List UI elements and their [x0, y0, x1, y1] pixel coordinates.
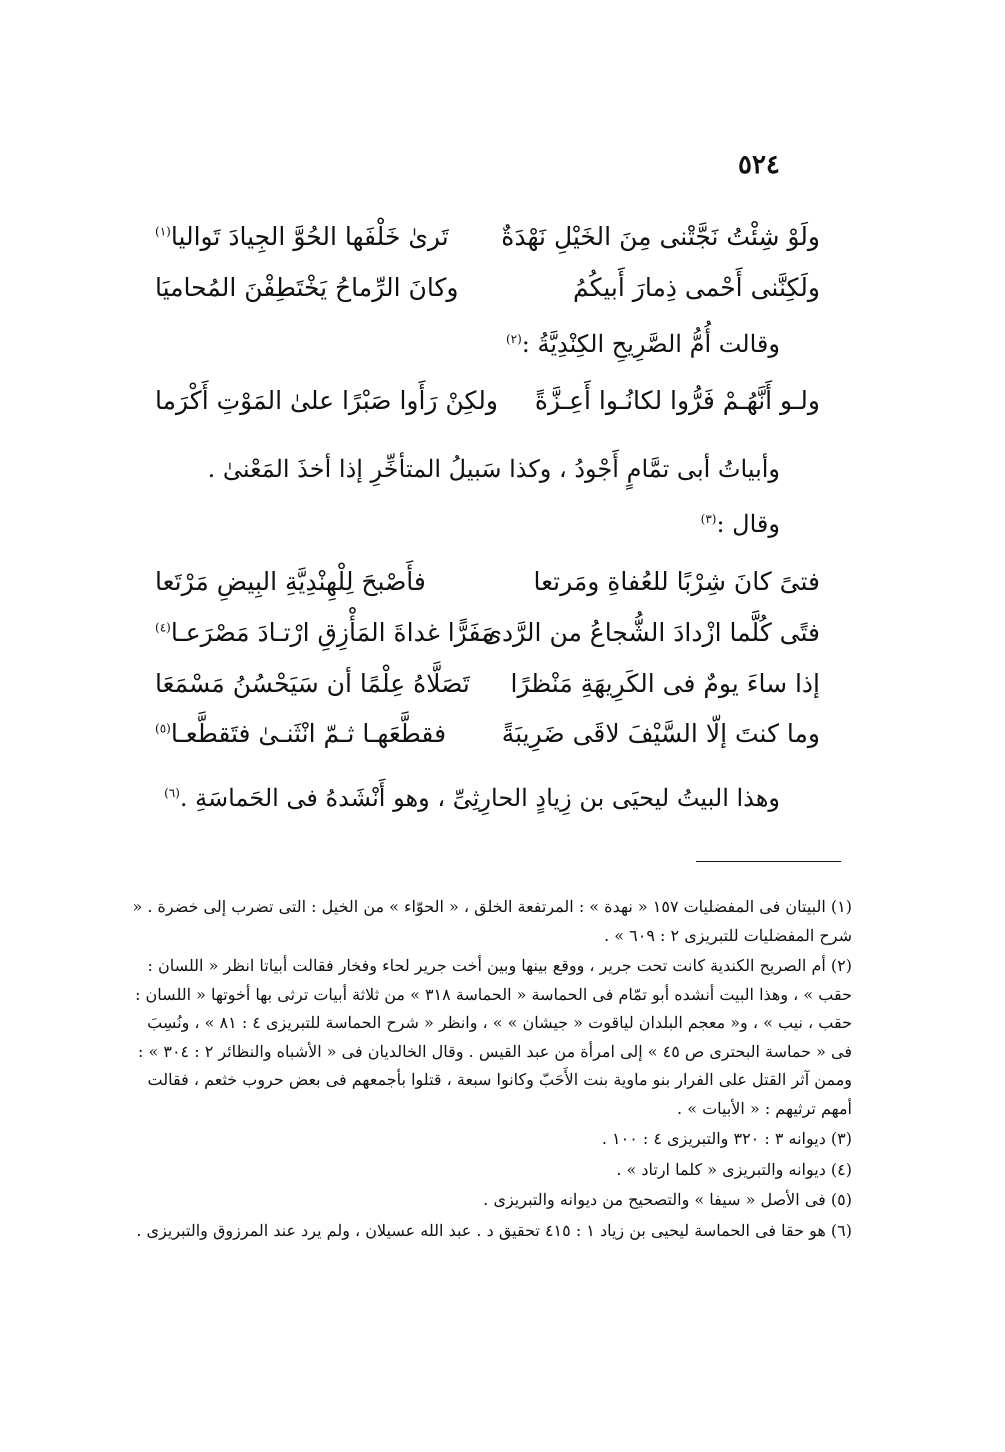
- prose-paragraph: وأبياتُ أبى تمَّامٍ أَجْودُ ، وكذا سَبيلُ المتأخِّرِ إذا أخذَ المَعْنىٰ .: [207, 455, 780, 483]
- footnote: (٦) هو حقا فى الحماسة ليحيى بن زياد ١ : ٤١٥ تحقيق د . عبد الله عسيلان ، ولم يرد عند المرزوق والتبريزى .: [136, 1220, 852, 1240]
- verse-line: [0, 273, 1005, 309]
- verse-left-hemistich: وكانَ الرِّماحُ يَخْتَطِفْنَ المُحاميَا: [155, 273, 459, 302]
- verse-right-hemistich: ولَكِنَّنى أَحْمى ذِمارَ أَبيكُمُ: [572, 273, 820, 302]
- verse-right-hemistich: إذا ساءَ يومٌ فى الكَرِيهَةِ مَنْظرًا: [510, 669, 820, 698]
- poem-intro: وقالت أُمُّ الصَّرِيحِ الكِنْدِيَّةُ :$^{(٢)}$: [505, 330, 780, 358]
- verse-right-hemistich: فتًى كُلَّما ازْدادَ الشُّجاعُ من الرَّدى: [482, 618, 820, 647]
- verse-right-hemistich: فتىً كانَ شِرْبًا للعُفاةِ ومَرتعا: [533, 567, 820, 596]
- footnote-ref: (٦): [164, 786, 180, 800]
- footnote: (٤) ديوانه والتبريزى « كلما ارتاد » .: [616, 1159, 852, 1179]
- footnote-ref: (٤): [155, 620, 171, 635]
- page-number: ٥٢٤: [738, 150, 780, 180]
- prose-paragraph: وهذا البيتُ ليحيَى بن زِيادٍ الحارِثِىِّ ، وهو أَنْشَدهُ فى الحَماسَةِ .$^{(٦)}$: [164, 784, 780, 812]
- footnote-ref: (١): [155, 224, 171, 239]
- verse-left-hemistich: ولكِنْ رَأَوا صَبْرًا علىٰ المَوْتِ أَكْرَما: [155, 386, 498, 415]
- verse-line: [0, 567, 1005, 603]
- footnotes: [132, 893, 852, 1247]
- footnote: (٢) أم الصريح الكندية كانت تحت جرير ، ووقع بينها وبين أخت جرير لحاء وفخار فقالت أبياتا انظر « اللسان : حقب » ، وهذا البيت أنشده أبو تمّام فى الحماسة « الحماسة ٣١٨ » من ثلاثة أبيات ترثى بها أخوتها « اللسان : حقب ، نيب » ، و« معجم البلدان لياقوت « جيشان » » ، وانظر « شرح الحماسة للتبريزى ٤ : ٨١ » ، ونُسِبَ فى « حماسة البحترى ص ٤٥ » إلى امرأة من عبد القيس . وقال الخالديان فى « الأشباه والنظائر ٢ : ٣٠٤ » : وممن آثر القتل على الفرار بنو ماوية بنت الأَحَبّ وكانوا سبعة ، قتلوا بأجمعهم فى بعض حروب خثعم ، فقالت أمهم ترثيهم : « الأبيات » .: [135, 956, 852, 1118]
- verse-left-hemistich: تَرىٰ خَلْفَها الحُوَّ الجِيادَ تَواليا$^{(١)}$: [155, 222, 449, 251]
- footnote: (٣) ديوانه ٣ : ٣٢٠ والتبريزى ٤ : ١٠٠ .: [601, 1129, 852, 1148]
- verse-line: [0, 669, 1005, 705]
- verse-line: [0, 719, 1005, 755]
- verse-line: [0, 222, 1005, 258]
- verse-left-hemistich: فأَصْبحَ لِلْهِنْدِيَّةِ البِيضِ مَرْتَعا: [155, 567, 426, 596]
- footnote-ref: (٢): [505, 332, 522, 346]
- footnote: (٥) فى الأصل « سيفا » والتصحيح من ديوانه والتبريزى .: [483, 1190, 852, 1209]
- footnote-ref: (٥): [155, 721, 171, 736]
- verse-right-hemistich: ولـو أَنَّهُـمْ فَرُّوا لكانُـوا أَعِـزَّةً: [534, 386, 820, 415]
- verse-left-hemistich: فقطَّعَهـا ثـمّ انْثَنـىٰ فتَقطَّعـا$^{(٥)}$: [155, 719, 447, 748]
- verse-line: [0, 618, 1005, 654]
- verse-left-hemistich: تَصَلَّاهُ عِلْمًا أن سَيَحْسُنُ مَسْمَعَا: [155, 669, 470, 698]
- verse-line: [0, 386, 1005, 422]
- footnote-ref: (٣): [700, 512, 717, 526]
- footnote: (١) البيتان فى المفضليات ١٥٧ « نهدة » : المرتفعة الخلق ، « الحوّاء » من الخيل : التى تضرب إلى خضرة . « شرح المفضليات للتبريزى ٢ : ٦٠٩ » .: [132, 897, 852, 945]
- verse-right-hemistich: ولَوْ شِئْتُ نَجَّتْنى مِنَ الخَيْلِ نَهْدَةٌ: [501, 222, 820, 251]
- verse-left-hemistich: مَفَرًّا غداةَ المَأْزِقِ ارْتـادَ مَصْرَعـا$^{(٤)}$: [155, 618, 495, 647]
- poem-intro: وقال :$^{(٣)}$: [700, 510, 780, 538]
- verse-right-hemistich: وما كنتَ إلّا السَّيْفَ لاقَى ضَرِيبَةً: [501, 719, 820, 748]
- footnote-separator: [696, 861, 841, 862]
